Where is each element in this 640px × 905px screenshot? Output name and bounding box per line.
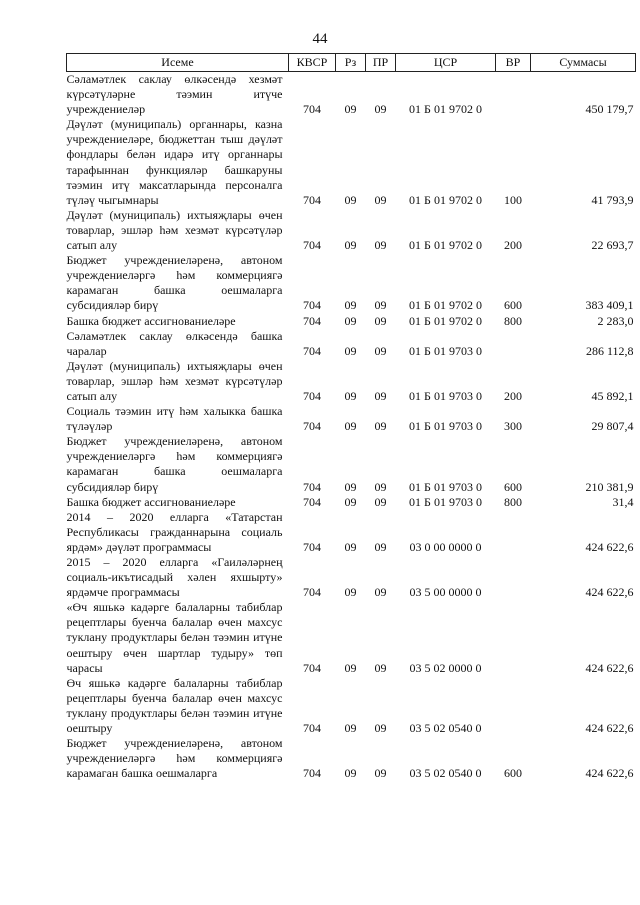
row-pr: 09 <box>374 494 387 509</box>
row-pr: 09 <box>374 238 387 253</box>
row-rz: 09 <box>344 313 357 328</box>
row-pr: 09 <box>374 388 387 403</box>
table-row <box>67 329 636 359</box>
row-rz: 09 <box>344 192 357 207</box>
row-sum: 31,4 <box>612 494 634 509</box>
table-row <box>67 404 636 434</box>
table-header-row <box>67 54 636 72</box>
table-row <box>67 359 636 404</box>
table-row <box>67 495 636 510</box>
row-sum: 450 179,7 <box>585 102 634 117</box>
header-csr: ЦСР <box>396 54 496 72</box>
row-name: Дәүләт (муниципаль) ихтыяҗлары өчен товарлар, эшләр һәм хезмәт күрсәтүләр сатып алу <box>66 358 283 403</box>
table-row <box>67 208 636 253</box>
row-csr: 01 Б 01 9703 0 <box>409 479 482 494</box>
row-csr: 01 Б 01 9702 0 <box>409 313 482 328</box>
row-sum: 424 622,6 <box>585 660 634 675</box>
row-kvsr: 704 <box>303 313 321 328</box>
row-kvsr: 704 <box>303 388 321 403</box>
page-number: 44 <box>312 31 328 47</box>
row-vr: 300 <box>504 419 522 434</box>
row-name: Бюджет учреждениеләренә, автоном учреждениеләргә һәм коммерциягә карамаган башка оешмаларга <box>66 736 283 781</box>
row-vr: 600 <box>504 298 522 313</box>
row-sum: 424 622,6 <box>585 721 634 736</box>
table-row <box>67 676 636 736</box>
row-rz: 09 <box>344 660 357 675</box>
row-kvsr: 704 <box>303 494 321 509</box>
row-sum: 2 283,0 <box>597 313 634 328</box>
row-sum: 29 807,4 <box>591 419 634 434</box>
row-rz: 09 <box>344 585 357 600</box>
row-sum: 286 112,8 <box>585 343 634 358</box>
row-pr: 09 <box>374 192 387 207</box>
row-sum: 22 693,7 <box>591 238 634 253</box>
row-rz: 09 <box>344 721 357 736</box>
row-vr <box>496 676 531 736</box>
row-vr <box>496 555 531 600</box>
row-vr: 600 <box>504 766 522 781</box>
row-pr: 09 <box>374 343 387 358</box>
header-kvsr: КВСР <box>289 54 336 72</box>
row-rz: 09 <box>344 539 357 554</box>
row-name: Өч яшькә кадәрге балаларны табиблар рецептлары буенча балалар өчен махсус туклану продуктлары белән тәэмин итүне оештыру <box>66 675 283 736</box>
row-name: 2014 – 2020 елларга «Татарстан Республикасы гражданнарына социаль ярдәм» дәүләт программасы <box>66 509 283 554</box>
table-row <box>67 736 636 781</box>
row-sum: 41 793,9 <box>591 192 634 207</box>
row-csr: 01 Б 01 9702 0 <box>409 102 482 117</box>
row-pr: 09 <box>374 539 387 554</box>
row-csr: 03 5 00 0000 0 <box>409 585 482 600</box>
table-row <box>67 117 636 208</box>
budget-table <box>66 53 636 781</box>
row-rz: 09 <box>344 479 357 494</box>
row-pr: 09 <box>374 102 387 117</box>
row-csr: 03 5 02 0540 0 <box>409 721 482 736</box>
row-vr <box>496 329 531 359</box>
row-pr: 09 <box>374 721 387 736</box>
row-vr: 200 <box>504 388 522 403</box>
row-pr: 09 <box>374 419 387 434</box>
row-name: Социаль тәэмин итү һәм халыкка башка түләүләр <box>66 404 283 434</box>
row-name: Дәүләт (муниципаль) ихтыяҗлары өчен товарлар, эшләр һәм хезмәт күрсәтүләр сатып алу <box>66 207 283 253</box>
row-vr <box>496 72 531 118</box>
row-pr: 09 <box>374 660 387 675</box>
row-rz: 09 <box>344 102 357 117</box>
table-body <box>67 72 636 782</box>
row-rz: 09 <box>344 238 357 253</box>
row-name: Башка бюджет ассигнованиеләре <box>66 494 236 509</box>
row-csr: 01 Б 01 9702 0 <box>409 192 482 207</box>
row-kvsr: 704 <box>303 102 321 117</box>
row-vr: 800 <box>504 313 522 328</box>
row-kvsr: 704 <box>303 585 321 600</box>
row-csr: 03 5 02 0000 0 <box>409 660 482 675</box>
row-rz: 09 <box>344 343 357 358</box>
row-csr: 01 Б 01 9703 0 <box>409 388 482 403</box>
row-vr <box>496 600 531 675</box>
row-name: Дәүләт (муниципаль) органнары, казна учреждениеләре, бюджеттан тыш дәүләт фондлары белән идарә итү органнары тарафыннан функцияләр башкаруны тәэмин итү максатларында персоналга түләү чыгымнары <box>66 117 283 207</box>
row-csr: 01 Б 01 9703 0 <box>409 494 482 509</box>
row-kvsr: 704 <box>303 419 321 434</box>
row-vr: 800 <box>504 494 522 509</box>
row-kvsr: 704 <box>303 721 321 736</box>
row-sum: 383 409,1 <box>585 298 634 313</box>
table-row <box>67 555 636 600</box>
row-csr: 01 Б 01 9703 0 <box>409 343 482 358</box>
row-vr: 200 <box>504 238 522 253</box>
row-kvsr: 704 <box>303 766 321 781</box>
header-rz: Рз <box>336 54 366 72</box>
row-kvsr: 704 <box>303 192 321 207</box>
row-kvsr: 704 <box>303 238 321 253</box>
row-pr: 09 <box>374 479 387 494</box>
header-vr: ВР <box>496 54 531 72</box>
row-name: «Өч яшькә кадәрге балаларны табиблар рецептлары буенча балалар өчен махсус туклану продуктлары белән тәэмин итүне оештыру өчен шартлар тудыру» төп чарасы <box>66 600 283 675</box>
row-name: Бюджет учреждениеләренә, автоном учреждениеләргә һәм коммерциягә карамаган башка оешмаларга субсидияләр бирү <box>66 434 283 494</box>
row-sum: 424 622,6 <box>585 539 634 554</box>
row-name: Бюджет учреждениеләренә, автоном учреждениеләргә һәм коммерциягә карамаган башка оешмаларга субсидияләр бирү <box>66 253 283 313</box>
row-rz: 09 <box>344 388 357 403</box>
row-kvsr: 704 <box>303 298 321 313</box>
row-kvsr: 704 <box>303 660 321 675</box>
row-kvsr: 704 <box>303 343 321 358</box>
row-csr: 01 Б 01 9703 0 <box>409 419 482 434</box>
row-csr: 01 Б 01 9702 0 <box>409 298 482 313</box>
row-name: 2015 – 2020 елларга «Гаиләләрнең социаль-икътисадый хәлен яхшырту» ярдәмче программасы <box>66 555 283 600</box>
header-pr: ПР <box>366 54 396 72</box>
row-pr: 09 <box>374 313 387 328</box>
row-vr: 100 <box>504 192 522 207</box>
row-sum: 210 381,9 <box>585 479 634 494</box>
row-rz: 09 <box>344 494 357 509</box>
row-name: Сәламәтлек саклау өлкәсендә хезмәт күрсәтүләрне тәэмин итүче учреждениеләр <box>66 72 283 117</box>
row-pr: 09 <box>374 585 387 600</box>
row-name: Сәламәтлек саклау өлкәсендә башка чаралар <box>66 328 283 358</box>
row-vr: 600 <box>504 479 522 494</box>
row-sum: 424 622,6 <box>585 766 634 781</box>
row-rz: 09 <box>344 298 357 313</box>
row-vr <box>496 510 531 555</box>
row-name: Башка бюджет ассигнованиеләре <box>66 313 236 328</box>
header-sum: Суммасы <box>531 54 636 72</box>
row-kvsr: 704 <box>303 539 321 554</box>
row-pr: 09 <box>374 298 387 313</box>
table-row <box>67 434 636 494</box>
table-row <box>67 72 636 118</box>
row-kvsr: 704 <box>303 479 321 494</box>
row-sum: 424 622,6 <box>585 585 634 600</box>
row-rz: 09 <box>344 419 357 434</box>
table-row <box>67 510 636 555</box>
header-name: Исеме <box>67 54 289 72</box>
row-csr: 01 Б 01 9702 0 <box>409 238 482 253</box>
row-csr: 03 0 00 0000 0 <box>409 539 482 554</box>
table-row <box>67 314 636 329</box>
table-row <box>67 253 636 313</box>
table-row <box>67 600 636 675</box>
row-pr: 09 <box>374 766 387 781</box>
row-sum: 45 892,1 <box>591 388 634 403</box>
row-rz: 09 <box>344 766 357 781</box>
row-csr: 03 5 02 0540 0 <box>409 766 482 781</box>
